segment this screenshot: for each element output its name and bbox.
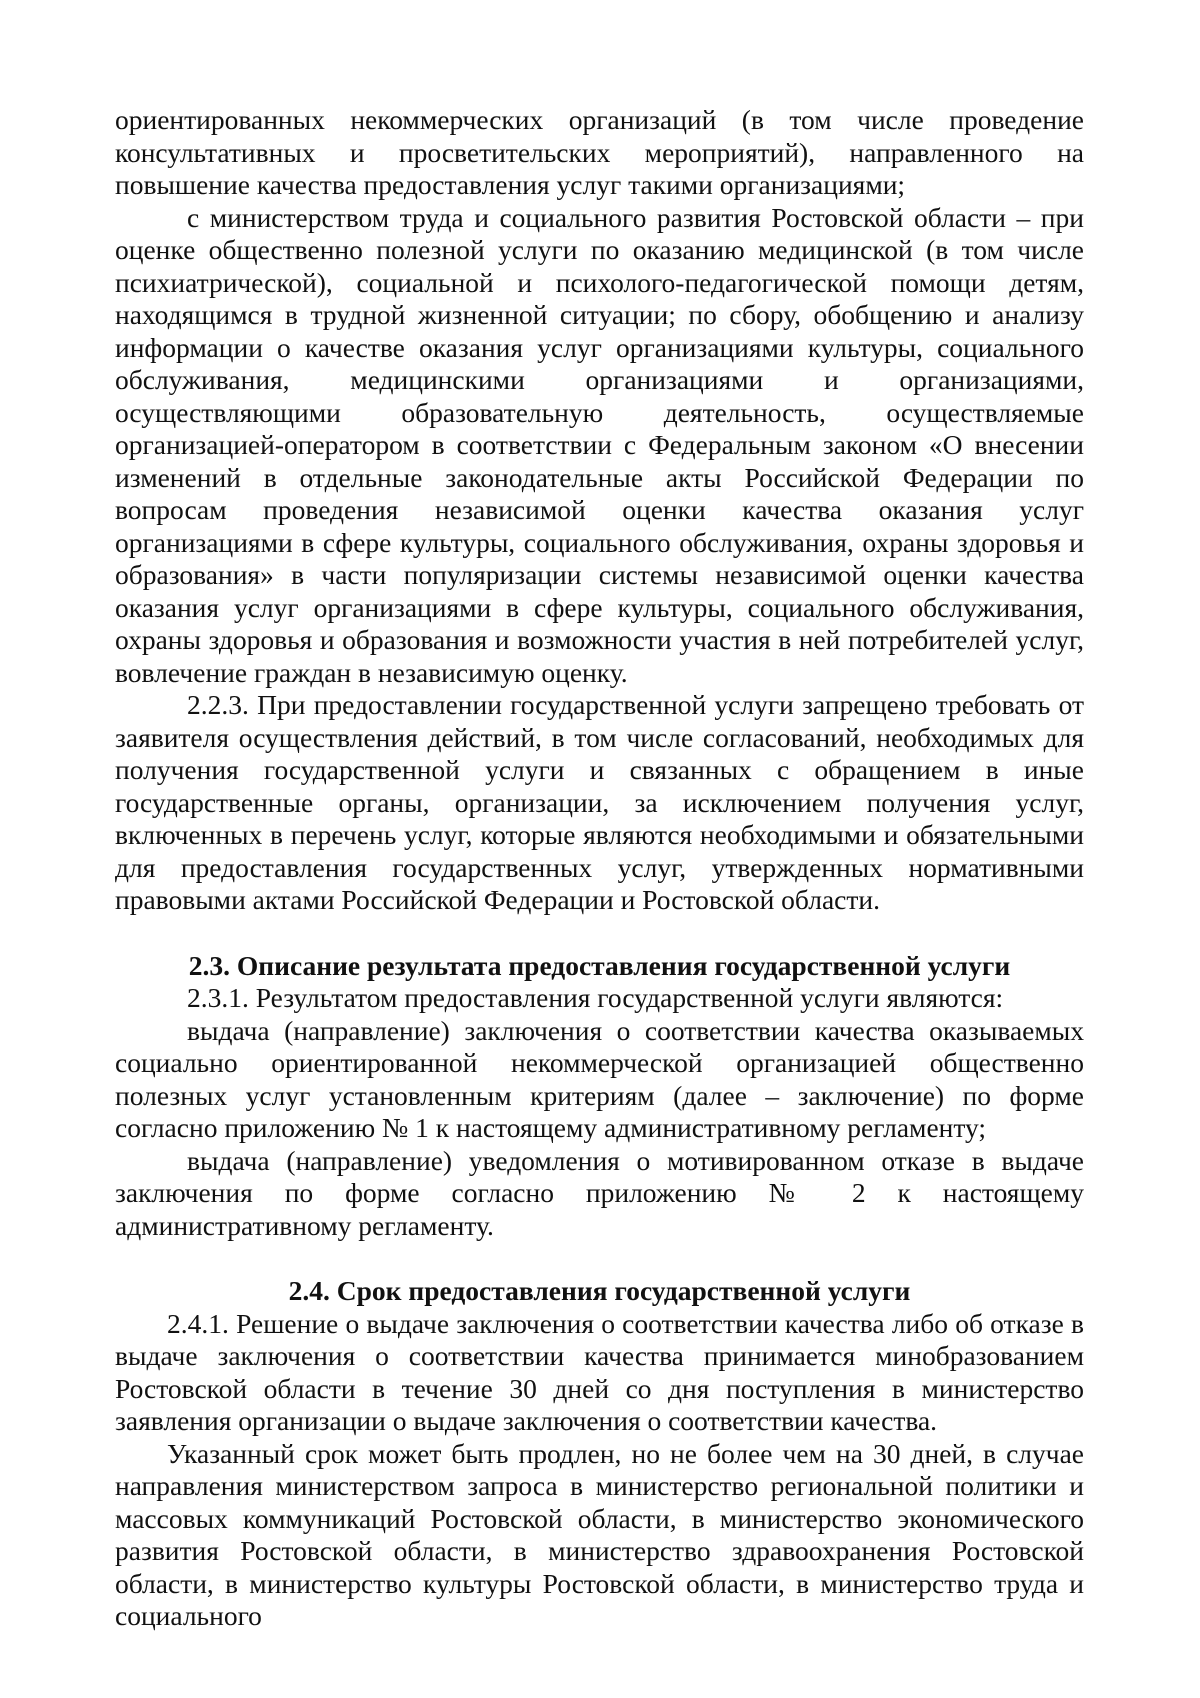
paragraph-result-conclusion: выдача (направление) заключения о соответствии качества оказываемых социально ориентированной некоммерческой организацией общественно полезных услуг установленным критериям (далее – заключение) по форме согласно приложению № 1 к настоящему административному регламенту;	[115, 1014, 1084, 1143]
section-heading-2-3: 2.3. Описание результата предоставления государственной услуги	[188, 949, 1011, 981]
section-heading-2-4: 2.4. Срок предоставления государственной услуги	[288, 1275, 911, 1306]
paragraph-2-3-1: 2.3.1. Результатом предоставления государственной услуги являются:	[187, 982, 1004, 1013]
section-spacer	[115, 1242, 1084, 1275]
paragraph-result-refusal: выдача (направление) уведомления о мотивированном отказе в выдаче заключения по форме согласно приложению № 2 к настоящему административному регламенту.	[115, 1144, 1084, 1241]
paragraph-labor-ministry: с министерством труда и социального развития Ростовской области – при оценке общественно полезной услуги по оказанию медицинской (в том числе психиатрической), социальной и психолого-педагогической помощи детям, находящимся в трудной жизненной ситуации; по сбору, обобщению и анализу информации о качестве оказания услуг организациями культуры, социального обслуживания, медицинскими организациями и организациями, осуществляющими образовательную деятельность, осуществляемые организацией-оператором в соответствии с Федеральным законом «О внесении изменений в отдельные законодательные акты Российской Федерации по вопросам проведения независимой оценки качества оказания услуг организациями в сфере культуры, социального обслуживания, охраны здоровья и образования» в части популяризации системы независимой оценки качества оказания услуг организациями в сфере культуры, социального обслуживания, охраны здоровья и образования и возможности участия в ней потребителей услуг, вовлечение граждан в независимую оценку.	[115, 201, 1084, 688]
document-page	[115, 104, 1084, 1633]
section-spacer	[115, 917, 1084, 950]
paragraph-2-2-3: 2.2.3. При предоставлении государственной услуги запрещено требовать от заявителя осуществления действий, в том числе согласований, необходимых для получения государственной услуги и связанных с обращением в иные государственные органы, организации, за исключением получения услуг, включенных в перечень услуг, которые являются необходимыми и обязательными для предоставления государственных услуг, утвержденных нормативными правовыми актами Российской Федерации и Ростовской области.	[115, 689, 1084, 915]
paragraph-2-4-1: 2.4.1. Решение о выдаче заключения о соответствии качества либо об отказе в выдаче заключения о соответствии качества принимается минобразованием Ростовской области в течение 30 дней со дня поступления в министерство заявления организации о выдаче заключения о соответствии качества.	[115, 1307, 1084, 1436]
paragraph-term-extension: Указанный срок может быть продлен, но не более чем на 30 дней, в случае направления министерством запроса в министерство региональной политики и массовых коммуникаций Ростовской области, в министерство экономического развития Ростовской области, в министерство здравоохранения Ростовской области, в министерство культуры Ростовской области, в министерство труда и социального	[115, 1437, 1084, 1631]
paragraph-organizations-support: ориентированных некоммерческих организаций (в том числе проведение консультативных и просветительских мероприятий), направленного на повышение качества предоставления услуг такими организациями;	[115, 104, 1084, 200]
